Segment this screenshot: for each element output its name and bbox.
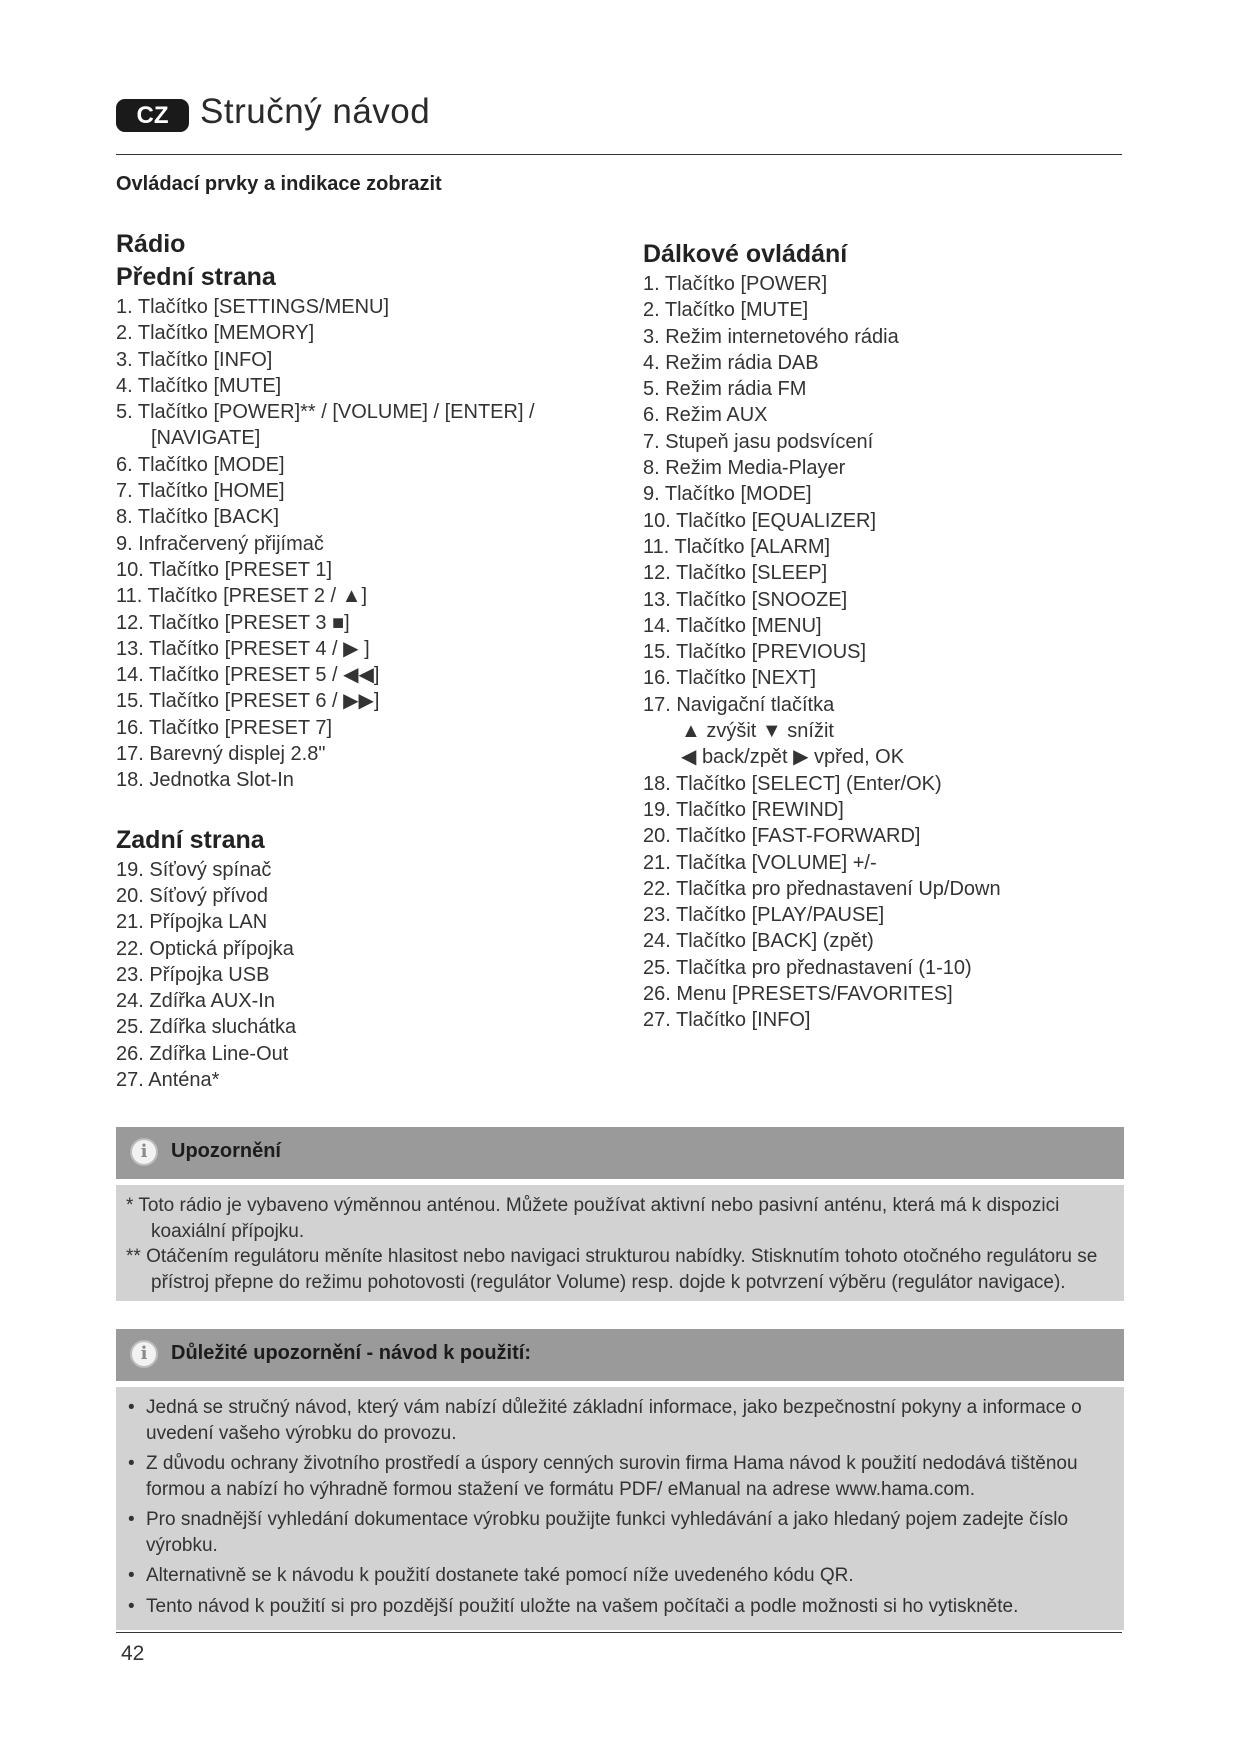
notice-title: Upozornění — [171, 1140, 281, 1162]
remote-control-list — [643, 271, 1113, 1034]
list-item: 16. Tlačítko [PRESET 7] — [116, 716, 333, 739]
list-item: • Z důvodu ochrany životního prostředí a úspory cenných surovin firma Hama návod k použití nedodává tištěnou formou a nabízí ho výhradně formou stažení ve formátu PDF/ eManual na adrese www.hama.com. — [126, 1451, 1110, 1502]
list-item: 14. Tlačítko [PRESET 5 / ◀◀] — [116, 664, 380, 687]
list-item: 22. Optická přípojka — [116, 937, 294, 960]
important-notice-list — [126, 1395, 1110, 1619]
list-item: 18. Tlačítko [SELECT] (Enter/OK) — [643, 772, 942, 795]
info-icon: i — [130, 1138, 158, 1166]
list-item: 17. Navigační tlačítka — [643, 693, 835, 716]
list-item: 19. Síťový spínač — [116, 858, 272, 881]
back-side-list — [116, 857, 586, 1094]
left-column — [116, 228, 586, 1093]
list-item: • Jedná se stručný návod, který vám nabízí důležité základní informace, jako bezpečnostní pokyny a informace o uvedení vašeho výrobku do provozu. — [126, 1395, 1110, 1446]
list-item: 23. Tlačítko [PLAY/PAUSE] — [643, 904, 885, 927]
list-item: 6. Tlačítko [MODE] — [116, 453, 285, 476]
list-item: 1. Tlačítko [SETTINGS/MENU] — [116, 296, 390, 318]
important-notice-body — [116, 1387, 1124, 1630]
list-item: • Alternativně se k návodu k použití dostanete také pomocí níže uvedeného kódu QR. — [126, 1563, 1110, 1589]
important-notice-header — [116, 1329, 1124, 1381]
list-item: 14. Tlačítko [MENU] — [643, 614, 822, 637]
list-item-continuation: [NAVIGATE] — [151, 427, 261, 450]
list-item: 9. Infračervený přijímač — [116, 532, 324, 555]
list-item: 19. Tlačítko [REWIND] — [643, 798, 844, 821]
section-subtitle: Ovládací prvky a indikace zobrazit — [116, 173, 442, 195]
list-item: 23. Přípojka USB — [116, 963, 270, 986]
list-item: 17. Barevný displej 2.8" — [116, 743, 326, 766]
notice-footnote: ** Otáčením regulátoru měníte hlasitost nebo navigaci strukturou nabídky. Stisknutím tohoto otočného regulátoru se přístroj přepne do režimu pohotovosti (regulátor Volume) resp. dojde k potvrzení výběru (regulátor navigace). — [126, 1246, 1098, 1293]
notice-footnote: * Toto rádio je vybaveno výměnnou anténou. Můžete používat aktivní nebo pasivní anténu, která má k dispozici koaxiální přípojku. — [126, 1195, 1060, 1242]
footer-divider — [116, 1632, 1122, 1633]
list-item: 7. Tlačítko [HOME] — [116, 480, 285, 503]
list-item: 11. Tlačítko [ALARM] — [643, 535, 831, 558]
list-item: • Pro snadnější vyhledání dokumentace výrobku použijte funkci vyhledávání a jako hledaný pojem zadejte číslo výrobku. — [126, 1507, 1110, 1558]
list-item: 15. Tlačítko [PREVIOUS] — [643, 641, 867, 664]
language-badge: CZ — [116, 99, 189, 132]
notice-body — [116, 1185, 1124, 1301]
list-item: 6. Režim AUX — [643, 404, 768, 427]
remote-control-heading: Dálkové ovládání — [643, 240, 848, 268]
list-item: 8. Tlačítko [BACK] — [116, 506, 280, 529]
list-item: 22. Tlačítka pro přednastavení Up/Down — [643, 877, 1001, 900]
notice-header — [116, 1127, 1124, 1179]
list-item: 27. Anténa* — [116, 1069, 220, 1092]
list-item: 3. Tlačítko [INFO] — [116, 348, 273, 371]
list-item: 12. Tlačítko [SLEEP] — [643, 562, 828, 585]
list-item: 13. Tlačítko [SNOOZE] — [643, 588, 848, 611]
list-item: 10. Tlačítko [PRESET 1] — [116, 558, 333, 581]
important-notice-box — [116, 1329, 1124, 1630]
list-item: 25. Zdířka sluchátka — [116, 1016, 297, 1039]
important-notice-title: Důležité upozornění - návod k použití: — [171, 1342, 531, 1364]
list-item: 27. Tlačítko [INFO] — [643, 1009, 811, 1032]
list-item: 20. Síťový přívod — [116, 884, 269, 907]
list-item: 1. Tlačítko [POWER] — [643, 273, 828, 295]
list-item: 24. Tlačítko [BACK] (zpět) — [643, 930, 874, 953]
list-item: 24. Zdířka AUX-In — [116, 990, 275, 1013]
info-icon: i — [130, 1340, 158, 1368]
list-item: 7. Stupeň jasu podsvícení — [643, 430, 874, 453]
list-item: 18. Jednotka Slot-In — [116, 769, 294, 792]
notice-box — [116, 1127, 1124, 1301]
list-item: 2. Tlačítko [MUTE] — [643, 299, 809, 322]
list-item: 8. Režim Media-Player — [643, 457, 846, 480]
front-side-list — [116, 294, 586, 794]
list-item: 10. Tlačítko [EQUALIZER] — [643, 509, 877, 532]
list-item: 5. Tlačítko [POWER]** / [VOLUME] / [ENTER] / — [116, 401, 535, 424]
list-item: • Tento návod k použití si pro pozdější použití uložte na vašem počítači a podle možnosti si ho vytiskněte. — [126, 1594, 1110, 1620]
list-item: 16. Tlačítko [NEXT] — [643, 667, 817, 690]
list-item: 13. Tlačítko [PRESET 4 / ▶ ] — [116, 637, 370, 660]
list-item: 2. Tlačítko [MEMORY] — [116, 322, 315, 345]
list-item: 21. Tlačítka [VOLUME] +/- — [643, 851, 877, 874]
page-title: Stručný návod — [200, 92, 431, 131]
list-item: 26. Menu [PRESETS/FAVORITES] — [643, 983, 953, 1006]
list-item: 9. Tlačítko [MODE] — [643, 483, 812, 506]
list-item: 5. Režim rádia FM — [643, 378, 807, 401]
list-item: 11. Tlačítko [PRESET 2 / ▲] — [116, 585, 368, 608]
front-side-heading: Přední strana — [116, 263, 276, 291]
right-column — [643, 238, 1113, 1034]
list-item: 4. Režim rádia DAB — [643, 351, 819, 374]
list-item: 12. Tlačítko [PRESET 3 ■] — [116, 611, 350, 634]
list-item: 26. Zdířka Line-Out — [116, 1042, 289, 1065]
list-item: 21. Přípojka LAN — [116, 911, 268, 934]
header-divider — [116, 154, 1122, 155]
list-item: 20. Tlačítko [FAST-FORWARD] — [643, 825, 921, 848]
nav-keys-left-right: ◀ back/zpět ▶ vpřed, OK — [681, 746, 905, 769]
list-item: 3. Režim internetového rádia — [643, 325, 899, 348]
list-item: 4. Tlačítko [MUTE] — [116, 374, 282, 397]
radio-heading: Rádio — [116, 230, 186, 258]
list-item: 15. Tlačítko [PRESET 6 / ▶▶] — [116, 690, 380, 713]
list-item: 25. Tlačítka pro přednastavení (1-10) — [643, 956, 972, 979]
nav-keys-up-down: ▲ zvýšit ▼ snížit — [681, 720, 834, 743]
page-number: 42 — [121, 1642, 145, 1665]
back-side-heading: Zadní strana — [116, 825, 265, 854]
